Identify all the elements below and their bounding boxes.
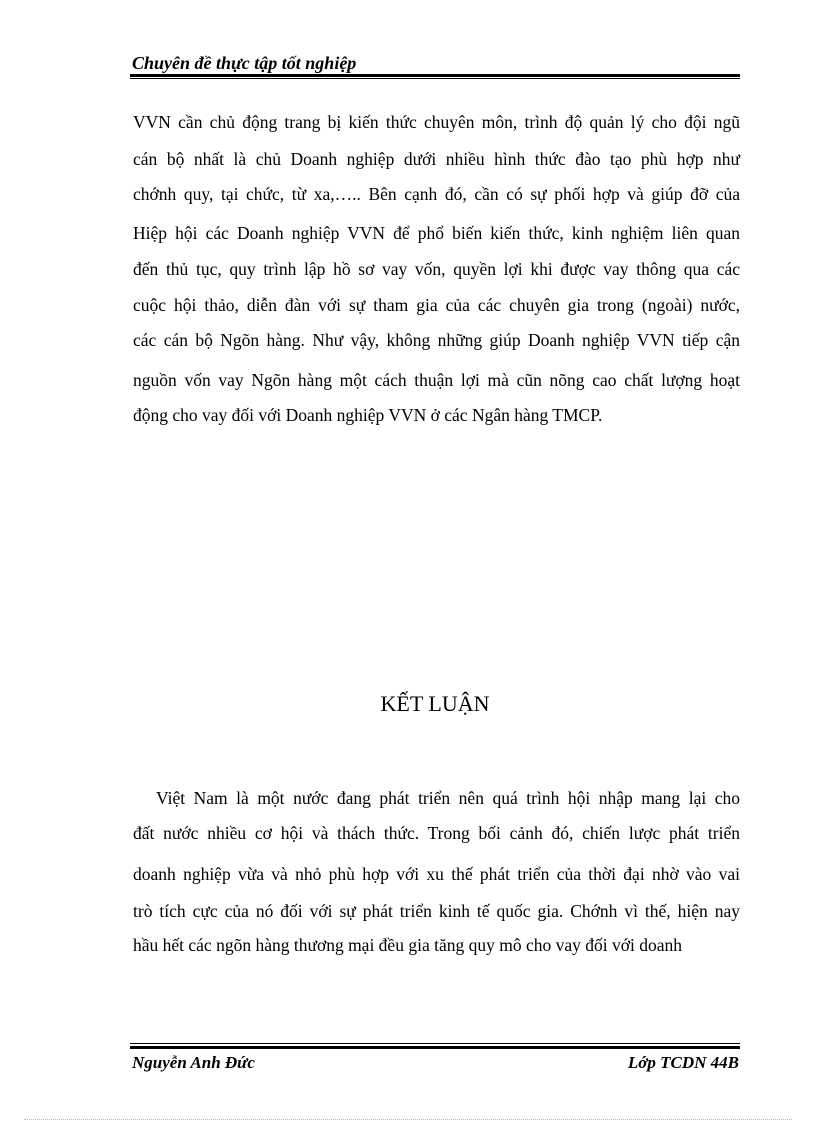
body-line: Việt Nam là một nước đang phát triển nên quá trình hội nhập mang lại cho bbox=[156, 788, 740, 808]
body-line: cán bộ nhất là chủ Doanh nghiệp dưới nhiều hình thức đào tạo phù hợp như bbox=[133, 149, 740, 169]
page-edge-divider bbox=[24, 1119, 792, 1120]
body-line: đất nước nhiều cơ hội và thách thức. Trong bối cảnh đó, chiến lược phát triển bbox=[133, 823, 740, 843]
body-line: Hiệp hội các Doanh nghiệp VVN để phổ biến kiến thức, kinh nghiệm liên quan bbox=[133, 223, 740, 243]
footer-rule-thin bbox=[130, 1043, 740, 1044]
body-line: hầu hết các ngõn hàng thương mại đều gia tăng quy mô cho vay đối với doanh bbox=[133, 935, 682, 955]
footer-class: Lớp TCDN 44B bbox=[627, 1053, 739, 1072]
body-line: trò tích cực của nó đối với sự phát triển kinh tế quốc gia. Chớnh vì thế, hiện nay bbox=[133, 901, 740, 921]
conclusion-heading: KẾT LUẬN bbox=[380, 691, 490, 716]
header-title: Chuyên đề thực tập tốt nghiệp bbox=[132, 53, 357, 73]
body-line: chớnh quy, tại chức, từ xa,….. Bên cạnh đó, cần có sự phối hợp và giúp đỡ của bbox=[133, 184, 740, 204]
footer-rule-thick bbox=[130, 1046, 740, 1049]
body-line: các cán bộ Ngõn hàng. Như vậy, không những giúp Doanh nghiệp VVN tiếp cận bbox=[133, 330, 740, 350]
body-line: cuộc hội thảo, diễn đàn với sự tham gia của các chuyên gia trong (ngoài) nước, bbox=[133, 295, 740, 315]
header-rule-thick bbox=[130, 74, 740, 77]
body-line: doanh nghiệp vừa và nhỏ phù hợp với xu thế phát triển của thời đại nhờ vào vai bbox=[133, 864, 740, 884]
body-line: đến thủ tục, quy trình lập hồ sơ vay vốn, quyền lợi khi được vay thông qua các bbox=[133, 259, 740, 279]
body-line: VVN cần chủ động trang bị kiến thức chuyên môn, trình độ quản lý cho đội ngũ bbox=[133, 112, 740, 132]
body-line: nguồn vốn vay Ngõn hàng một cách thuận lợi mà cũn nõng cao chất lượng hoạt bbox=[133, 370, 740, 390]
header-rule-thin bbox=[130, 78, 740, 79]
footer-author: Nguyễn Anh Đức bbox=[132, 1053, 255, 1072]
body-line: động cho vay đối với Doanh nghiệp VVN ở các Ngân hàng TMCP. bbox=[133, 405, 603, 425]
